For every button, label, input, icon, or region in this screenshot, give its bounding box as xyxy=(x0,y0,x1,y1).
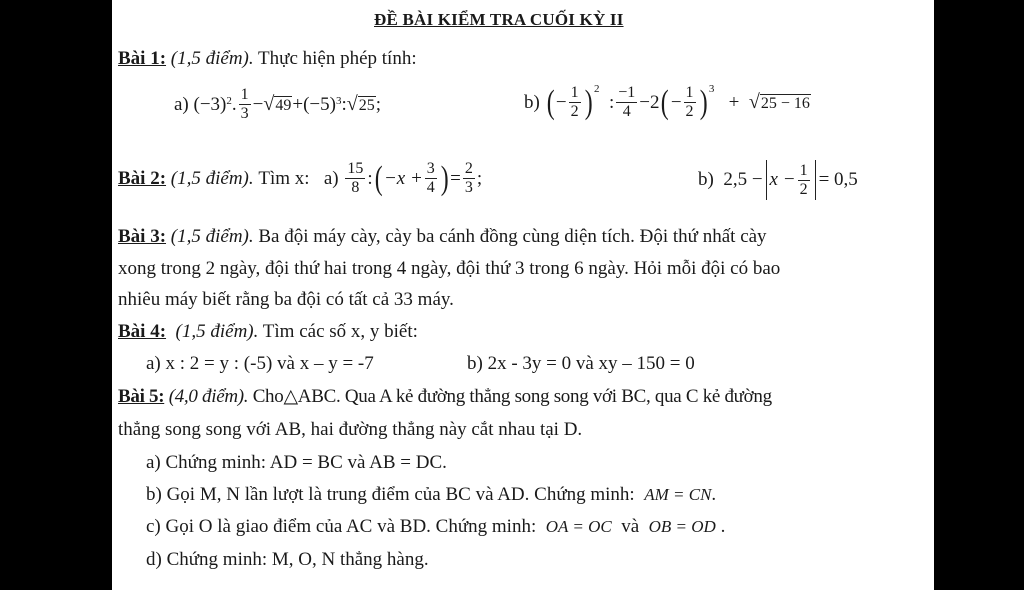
bai1-points: (1,5 điểm). xyxy=(170,48,254,69)
bai1-a-dot: . xyxy=(231,93,237,115)
bai2-b-label: b) xyxy=(698,169,714,190)
bai5-part-c xyxy=(146,516,725,538)
bai3-line2: xong trong 2 ngày, đội thứ hai trong 4 ngày, đội thứ 3 trong 6 ngày. Hỏi mỗi đội có bao xyxy=(118,258,781,279)
bai4-label: Bài 4: xyxy=(118,321,167,342)
bai1-a-colon: : xyxy=(341,93,347,115)
bai5-line2: thẳng song song với AB, hai đường thẳng này cắt nhau tại D. xyxy=(118,419,583,440)
bai5-c-mid: và xyxy=(621,516,640,537)
bai2-label: Bài 2: xyxy=(118,167,167,189)
bai5-c-math2: OB = OD xyxy=(648,517,716,536)
bai5-part-d: d) Chứng minh: M, O, N thẳng hàng. xyxy=(146,549,429,570)
exam-page xyxy=(112,0,934,590)
bai5-cho: Cho xyxy=(252,386,284,407)
bai1-heading xyxy=(118,48,417,70)
bai2-a-minus-x: −x + xyxy=(383,167,423,189)
bai5-line1 xyxy=(118,386,772,408)
bai3-line1 xyxy=(118,226,767,248)
bai3-text1: Ba đội máy cày, cày ba cánh đồng cùng diện tích. Đội thứ nhất cày xyxy=(258,226,767,247)
triangle-abc: △ABC xyxy=(283,386,336,407)
bai5-part-b xyxy=(146,484,716,506)
bai1-a-label: a) xyxy=(174,93,189,115)
bai5-c-text: c) Gọi O là giao điểm của AC và BD. Chứng minh: xyxy=(146,516,537,537)
bai5-text1: . Qua A kẻ đường thẳng song song với BC, qua C kẻ đường xyxy=(335,386,772,407)
bai4-part-a: a) x : 2 = y : (-5) và x – y = -7 xyxy=(146,353,374,374)
bai1-b-minus3: − xyxy=(670,91,682,113)
bai3-points: (1,5 điểm). xyxy=(170,226,254,247)
bai2-a-frac2: $\frac{3}{4}$ xyxy=(426,160,435,196)
bai2-b-lead: 2,5 − xyxy=(723,169,763,190)
bai1-b-minus1: − xyxy=(555,91,567,113)
bai1-a-plus: + xyxy=(292,93,304,115)
bai1-a-sqrt2: √25 xyxy=(346,92,375,115)
abs-bar-right xyxy=(815,160,816,200)
abs-bar-left xyxy=(766,160,767,200)
bai5-c-end: . xyxy=(720,516,726,537)
bai1-part-b: b) ( − $\frac{1}{2}$ ) 2 : $\frac{-1}{4}$ − 2 ( − $\frac{1}{2}$ ) 3 + √25 − 16 xyxy=(524,84,811,121)
bai2-b-tail: = 0,5 xyxy=(818,169,858,190)
bai5-points: (4,0 điểm). xyxy=(168,386,249,407)
bai2-b-x: x − xyxy=(769,169,796,190)
bai4-text: Tìm các số x, y biết: xyxy=(262,321,418,342)
bai1-text: Thực hiện phép tính: xyxy=(258,48,417,69)
bai1-a-minus: − xyxy=(252,93,264,115)
bai1-b-exp1: 2 xyxy=(593,82,600,95)
bai5-c-math1: OA = OC xyxy=(545,517,612,536)
bai2-b-frac: $\frac{1}{2}$ xyxy=(799,161,808,198)
page-title: ĐỀ BÀI KIỂM TRA CUỐI KỲ II xyxy=(374,10,624,29)
bai3-line3: nhiêu máy biết rằng ba đội có tất cả 33 máy. xyxy=(118,289,454,310)
bai1-a-base2: (−5) xyxy=(303,93,336,115)
bai4-points: (1,5 điểm). xyxy=(175,321,259,342)
bai2-line: Bài 2: (1,5 điểm). Tìm x: a) $\frac{15}{8}$ : ( −x + $\frac{3}{4}$ ) = $\frac{2}{3}$ ; xyxy=(118,159,483,197)
bai1-label: Bài 1: xyxy=(118,48,167,69)
bai5-label: Bài 5: xyxy=(118,386,165,407)
bai1-a-end: ; xyxy=(375,93,381,115)
bai1-b-minus2: − xyxy=(639,91,650,113)
bai2-points: (1,5 điểm). xyxy=(170,167,254,189)
bai1-b-two: 2 xyxy=(649,91,660,113)
bai1-a-base1: (−3) xyxy=(193,93,227,115)
bai5-b-text: b) Gọi M, N lần lượt là trung điểm của BC và AD. Chứng minh: xyxy=(146,484,635,505)
bai2-a-frac3: $\frac{2}{3}$ xyxy=(464,160,473,196)
bai2-a-label: a) xyxy=(323,167,339,189)
bai1-b-sqrt: √25 − 16 xyxy=(748,90,810,113)
bai1-a-sqrt1: √49 xyxy=(263,92,292,115)
bai2-text: Tìm x: xyxy=(258,167,310,189)
bai5-b-math: AM = CN xyxy=(644,485,712,504)
bai1-a-frac1: $\frac{1}{3}$ xyxy=(240,86,249,122)
bai1-b-plus: + xyxy=(728,91,740,113)
bai1-a-exp1: 2 xyxy=(226,94,232,107)
bai1-part-a xyxy=(174,86,381,123)
bai2-a-frac1: $\frac{15}{8}$ xyxy=(347,160,364,196)
bai2-a-end: ; xyxy=(476,167,483,189)
bai3-label: Bài 3: xyxy=(118,226,167,247)
bai2-part-b xyxy=(698,160,858,200)
bai2-a-colon: : xyxy=(367,167,373,189)
bai4-heading xyxy=(118,321,418,343)
bai2-a-eq: = xyxy=(450,167,461,189)
bai5-b-end: . xyxy=(711,484,717,505)
bai1-b-label: b) xyxy=(524,91,540,113)
bai1-b-exp2: 3 xyxy=(708,82,715,95)
bai1-b-frac2: $\frac{-1}{4}$ xyxy=(618,84,636,120)
bai5-part-a: a) Chứng minh: AD = BC và AB = DC. xyxy=(146,452,447,473)
bai1-b-frac1: $\frac{1}{2}$ xyxy=(570,84,579,120)
bai1-b-frac3: $\frac{1}{2}$ xyxy=(685,84,694,120)
bai1-b-colon: : xyxy=(608,91,615,113)
bai1-a-exp2: 3 xyxy=(335,94,342,107)
bai4-part-b: b) 2x - 3y = 0 và xy – 150 = 0 xyxy=(467,353,695,374)
